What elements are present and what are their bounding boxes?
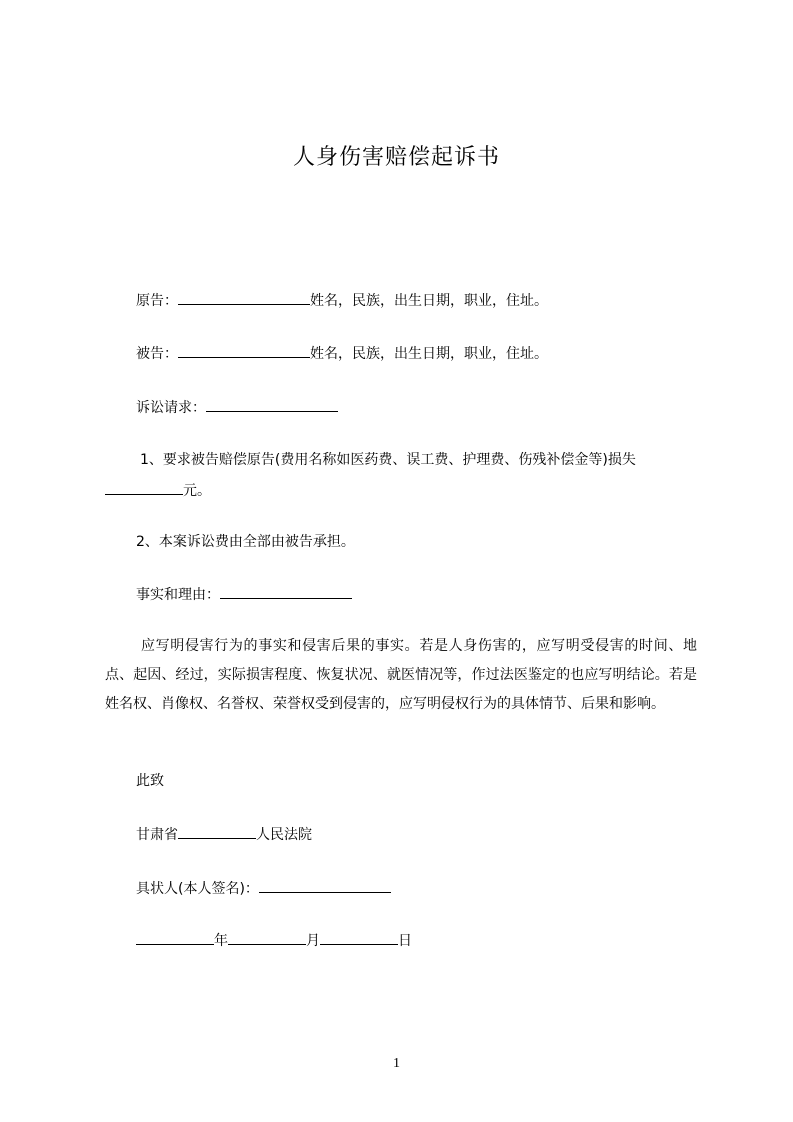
claim-1-line bbox=[140, 450, 636, 470]
year-label: 年 bbox=[214, 933, 228, 949]
claim-2-line bbox=[136, 532, 355, 552]
claims-line bbox=[136, 397, 338, 418]
signature-blank bbox=[259, 878, 391, 893]
facts-blank bbox=[220, 584, 352, 599]
claim-1-amount-blank bbox=[105, 480, 183, 495]
court-line bbox=[136, 824, 312, 845]
day-label: 日 bbox=[398, 933, 412, 949]
signature-label: 具状人(本人签名)： bbox=[136, 881, 259, 897]
signature-line bbox=[136, 878, 391, 899]
claim-1-text: 1、要求被告赔偿原告(费用名称如医药费、误工费、护理费、伤残补偿金等)损失 bbox=[140, 452, 636, 468]
plaintiff-line bbox=[136, 290, 548, 311]
defendant-note: 姓名，民族，出生日期，职业，住址。 bbox=[310, 346, 548, 362]
claim-2-text: 2、本案诉讼费由全部由被告承担。 bbox=[136, 534, 355, 550]
court-suffix: 人民法院 bbox=[256, 827, 312, 843]
month-blank bbox=[228, 930, 306, 945]
defendant-line bbox=[136, 343, 548, 364]
plaintiff-label: 原告： bbox=[136, 293, 178, 309]
facts-body: 应写明侵害行为的事实和侵害后果的事实。若是人身伤害的，应写明受侵害的时间、地点、起因、经过，实际损害程度、恢复状况、就医情况等，作过法医鉴定的也应写明结论。若是姓名权、肖像权、名誉权、荣誉权受到侵害的，应写明侵权行为的具体情节、后果和影响。 bbox=[105, 638, 697, 712]
page-number: 1 bbox=[393, 1056, 400, 1071]
document-title: 人身伤害赔偿起诉书 bbox=[292, 145, 500, 170]
day-blank bbox=[320, 930, 398, 945]
facts-label: 事实和理由： bbox=[136, 587, 220, 603]
month-label: 月 bbox=[306, 933, 320, 949]
plaintiff-note: 姓名，民族，出生日期，职业，住址。 bbox=[310, 293, 548, 309]
court-prefix: 甘肃省 bbox=[136, 827, 178, 843]
closing-line bbox=[136, 771, 164, 791]
claims-blank bbox=[206, 397, 338, 412]
closing-text: 此致 bbox=[136, 773, 164, 789]
plaintiff-blank bbox=[178, 290, 310, 305]
facts-line bbox=[136, 584, 352, 605]
date-line bbox=[136, 930, 412, 951]
year-blank bbox=[136, 930, 214, 945]
claim-1-suffix: 元。 bbox=[183, 483, 211, 499]
defendant-blank bbox=[178, 343, 310, 358]
claim-1-continuation bbox=[105, 480, 211, 501]
claims-label: 诉讼请求： bbox=[136, 400, 206, 416]
defendant-label: 被告： bbox=[136, 346, 178, 362]
court-blank bbox=[178, 824, 256, 839]
